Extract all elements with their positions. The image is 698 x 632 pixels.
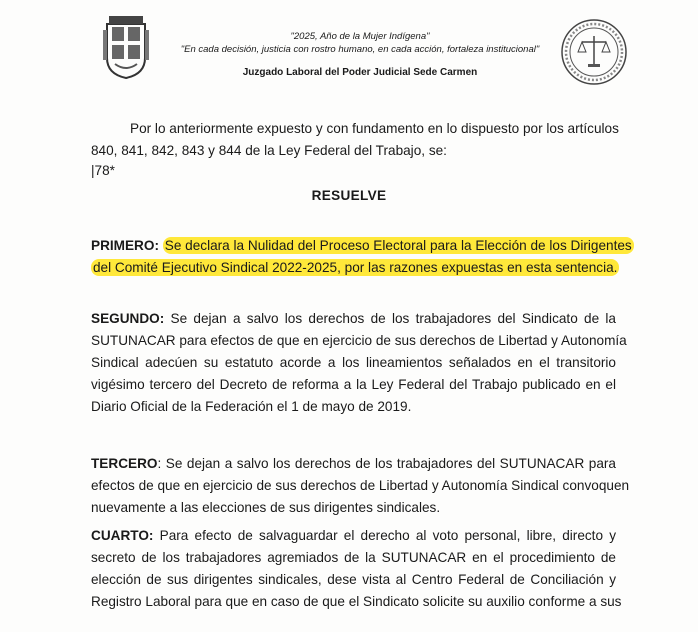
tercero-label: TERCERO [91, 456, 158, 471]
cuarto-line: Registro Laboral para que en caso de que el Sindicato solicite su auxilio conforme a sus [91, 594, 622, 609]
resolution-segundo [91, 308, 627, 418]
resuelve-heading: RESUELVE [311, 188, 387, 203]
intro-paragraph [91, 118, 619, 162]
tercero-line: efectos de que en ejercicio de sus derechos de Libertad y Autonomía Sindical convoquen [91, 478, 630, 493]
cuarto-line: elección de sus dirigentes sindicales, dese vista al Centro Federal de Conciliación y [91, 572, 616, 587]
cuarto-text: Para efecto de salvaguardar el derecho al voto personal, libre, directo y [159, 528, 616, 543]
judicial-seal-icon [560, 18, 628, 86]
intro-line: Por lo anteriormente expuesto y con fundamento en lo dispuesto por los artículos [130, 121, 619, 136]
state-coat-of-arms-icon [103, 14, 149, 80]
header-year-line: "2025, Año de la Mujer Indígena" [290, 31, 430, 42]
primero-label: PRIMERO: [91, 238, 159, 253]
margin-note: |78* [91, 163, 115, 178]
cuarto-label: CUARTO: [91, 528, 154, 543]
primero-highlight: Se declara la Nulidad del Proceso Electoral para la Elección de los Dirigentes [164, 238, 632, 253]
intro-line: 840, 841, 842, 843 y 844 de la Ley Federal del Trabajo, se: [91, 143, 447, 158]
segundo-label: SEGUNDO: [91, 311, 165, 326]
segundo-line: vigésimo tercero del Decreto de reforma a la Ley Federal del Trabajo publicado en el [91, 377, 616, 392]
resolution-tercero [91, 453, 630, 519]
header-motto: "En cada decisión, justicia con rostro humano, en cada acción, fortaleza institucional" [180, 44, 540, 55]
tercero-line: nuevamente a las elecciones de sus dirigentes sindicales. [91, 500, 441, 515]
segundo-text: Se dejan a salvo los derechos de los trabajadores del Sindicato de la [170, 311, 616, 326]
resolution-cuarto [91, 525, 622, 613]
segundo-line: Diario Oficial de la Federación el 1 de mayo de 2019. [91, 399, 412, 414]
cuarto-line: secreto de los trabajadores agremiados de la SUTUNACAR en el procedimiento de [91, 550, 616, 565]
header-court-name: Juzgado Laboral del Poder Judicial Sede Carmen [242, 67, 478, 78]
resolution-primero [91, 235, 632, 279]
segundo-line: SUTUNACAR para efectos de que en ejercicio de sus derechos de Libertad y Autonomía [91, 333, 627, 348]
primero-highlight: del Comité Ejecutivo Sindical 2022-2025, por las razones expuestas en esta sentencia. [93, 260, 618, 275]
segundo-line: Sindical adecúen su estatuto acorde a los lineamientos señalados en el transitorio [91, 355, 616, 370]
tercero-text: : Se dejan a salvo los derechos de los trabajadores del SUTUNACAR para [157, 456, 616, 471]
